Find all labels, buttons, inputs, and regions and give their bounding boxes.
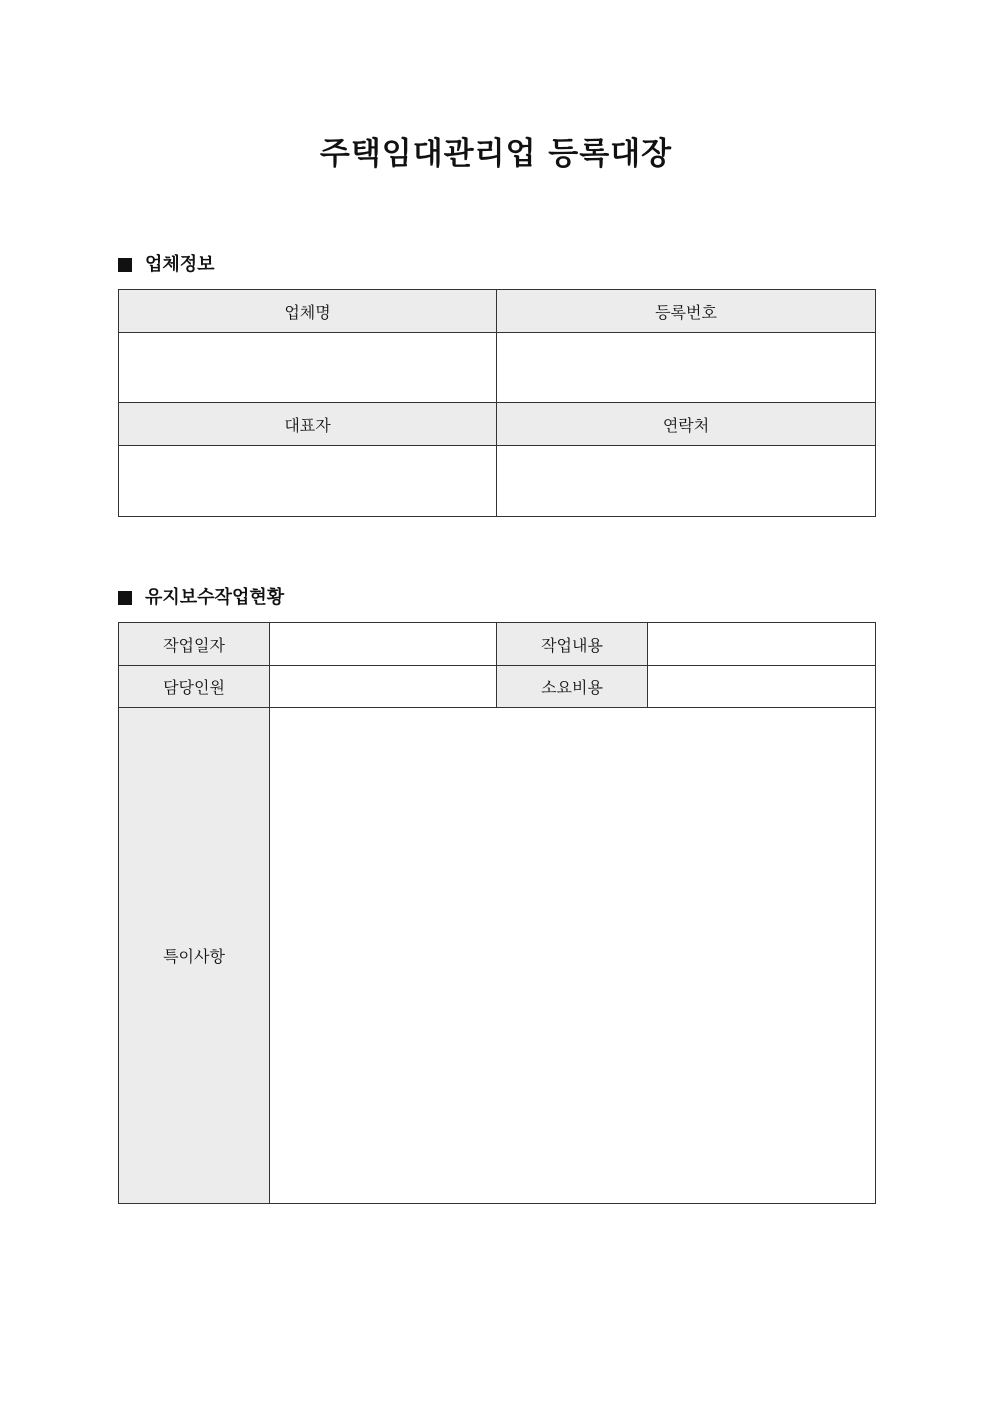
cost-label: 소요비용 bbox=[497, 666, 648, 708]
cost-field[interactable] bbox=[648, 666, 876, 708]
representative-field[interactable] bbox=[119, 446, 497, 517]
square-bullet-icon bbox=[118, 591, 132, 605]
table-row bbox=[119, 446, 876, 517]
maintenance-table bbox=[118, 622, 876, 1204]
remarks-field[interactable] bbox=[270, 708, 876, 1204]
maintenance-heading-text: 유지보수작업현황 bbox=[145, 587, 285, 608]
company-info-heading bbox=[118, 252, 215, 278]
work-content-field[interactable] bbox=[648, 623, 876, 666]
contact-label: 연락처 bbox=[497, 403, 876, 446]
work-date-label: 작업일자 bbox=[119, 623, 270, 666]
staff-label: 담당인원 bbox=[119, 666, 270, 708]
registration-no-label: 등록번호 bbox=[497, 290, 876, 333]
contact-field[interactable] bbox=[497, 446, 876, 517]
table-row bbox=[119, 623, 876, 666]
table-row bbox=[119, 333, 876, 403]
company-info-table bbox=[118, 289, 876, 517]
document-title: 주택임대관리업 등록대장 bbox=[319, 136, 673, 172]
square-bullet-icon bbox=[118, 258, 132, 272]
table-row bbox=[119, 290, 876, 333]
company-info-heading-text: 업체정보 bbox=[145, 254, 215, 275]
company-name-field[interactable] bbox=[119, 333, 497, 403]
registration-no-field[interactable] bbox=[497, 333, 876, 403]
table-row bbox=[119, 666, 876, 708]
work-content-label: 작업내용 bbox=[497, 623, 648, 666]
maintenance-heading bbox=[118, 585, 284, 611]
staff-field[interactable] bbox=[270, 666, 497, 708]
representative-label: 대표자 bbox=[119, 403, 497, 446]
table-row bbox=[119, 708, 876, 1204]
table-row bbox=[119, 403, 876, 446]
work-date-field[interactable] bbox=[270, 623, 497, 666]
company-name-label: 업체명 bbox=[119, 290, 497, 333]
remarks-label: 특이사항 bbox=[119, 708, 270, 1204]
